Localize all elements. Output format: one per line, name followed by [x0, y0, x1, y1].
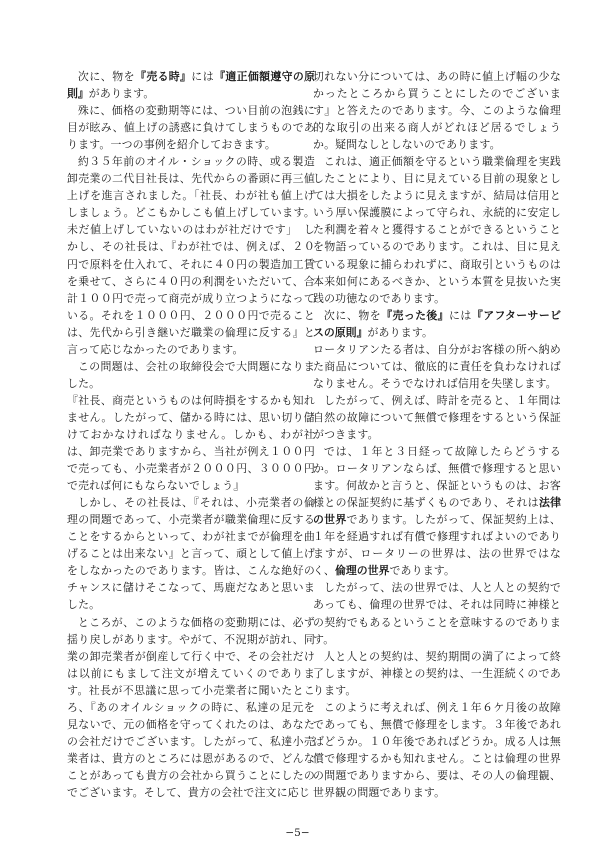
text-run: 次に、物を	[323, 308, 382, 322]
text-run: があります。	[88, 87, 155, 101]
paragraph: ところが、このような価格の変動期には、必ず揺り戻しがあります。やがて、不況期が訪れ、同業の卸売業者が倒産して行く中で、その会社だけは以前にもまして注文が増えていくのであります。社長が不思議に思って小売業者に聞いたところ、『あのオイルショックの時に、私達の足元を見ないで、元の価格を守ってくれたのは、あなたの会社だけでございます。したがって、私達小売業者は、貴方のところには恩があるので、どんなことがあっても貴方の会社から買うことにしたのでございます。そして、貴方の会社で注文に応じ	[67, 615, 315, 799]
quote-paragraph: 『社長、商売というものは何時損をするかも知れません。したがって、儲かる時には、思い切り儲けておかなければなりません。しかも、わが社は、卸売業でありますから、当社が例え１００円で売っても、小売業者が２０００円、３０００円で売れば何にもならないでしょう』	[67, 393, 315, 493]
bold-term: 法律の世界	[313, 496, 561, 527]
bold-term: 『適正価額遵守の原則』	[67, 70, 315, 101]
paragraph: 切れない分については、あの時に値上げ幅の少なかったところから買うことにしたのでございます』と答えたのであります。今、このような倫理的な取引の出来る商人がどれほど居るでしょうか。疑問なしとしないのであります。	[313, 70, 561, 152]
text-run: があります。	[367, 325, 434, 339]
paragraph	[313, 443, 561, 579]
paragraph: ロータリアンたる者は、自分がお客様の所へ納めた商品については、徹底的に責任を負わなければなりません。そうでなければ信用を失墜します。	[313, 342, 561, 390]
text-run: では、１年と３日経って故障したらどうするか。ロータリアンならば、無償で修理すると思います。何故かと言うと、保証というものは、お客様との保証契約に基ずくものであり、それは	[313, 445, 561, 510]
paragraph	[67, 68, 315, 102]
text-run: には	[191, 70, 215, 83]
paragraph: 殊に、価格の変動期等には、つい目前の泡銭に目が眩み、値上げの誘惑に負けてしまうものであります。一つの事例を紹介しておきます。	[67, 104, 315, 152]
paragraph: しかし、その社長は、『それは、小売業者の倫理の問題であって、小売業者が職業倫理に反することをするからといって、わが社までが倫理を曲げることは出来ない』と言って、頑として値上げをしなかったのであります。皆は、こんな絶好のチャンスに儲けそこなって、馬鹿だなあと思いました。	[67, 496, 315, 612]
right-text-column	[313, 68, 561, 801]
bold-term: 『アフターサービスの原則』	[313, 308, 561, 339]
paragraph: したがって、法の世界では、人と人との契約であっても、倫理の世界では、それは同時に神様との契約でもあるということを意味するのであります。	[313, 581, 561, 646]
paragraph: 約３５年前のオイル・ショックの時、或る製造卸売業の二代目社長は、先代からの番頭に再三値上げを進言されました。「社長、わが社も値上げしましょう。どこもかしこも値上げしています。未だ値上げしていないのはわが社だけです」 しかし、その社長は、『わが社では、例えば、２０円で原料を仕入れて、それに４０円の製造加工賃を乗せて、さらに４０円の利潤をいただいて、合計１００円で売って商売が成り立つようになっている。それを１０００円、２０００円で売ることは、先代から引き継いだ職業の倫理に反する』と言って応じなかったのであります。	[67, 155, 315, 356]
page-number: −5−	[285, 827, 310, 839]
text-run: 次に、物を	[77, 70, 136, 83]
paragraph: 人と人との契約は、契約期間の満了によって終了しますが、神様との契約は、一生涯続くのであります。	[313, 649, 561, 697]
bold-term: 倫理の世界	[334, 564, 390, 578]
left-text-column	[67, 68, 315, 801]
text-run: であります。したがって、保証契約上は、１年を経過すれば有償で修理すればよいのでありますが、ロータリーの世界は、法の世界ではなく、	[313, 513, 561, 578]
text-run: であります。	[389, 564, 456, 578]
paragraph: このように考えれば、例え１年６ケ月後の故障であっても、無償で修理をします。３年後であればどうか。１０年後であればどうか。成る人は無償で修理するかも知れません。ことは倫理の世界の問題でありますから、要は、その人の倫理観、世界観の問題であります。	[313, 700, 561, 799]
text-run: には	[448, 308, 472, 322]
paragraph	[313, 307, 561, 341]
paragraph: これは、適正価額を守るという職業倫理を実践したことにより、目に見えている目前の現象としては大損をしたように見えますが、結局は信用という厚い保護膜によって守られ、永続的に安定した利潤を着々と獲得することができるということを物語っているのであります。これは、目に見えている現象に捕らわれずに、商取引というものは本来如何にあるべきか、という本質を見抜いた実践の功徳なのであります。	[313, 155, 561, 305]
bold-term: 『売る時』	[135, 70, 192, 83]
paragraph: この問題は、会社の取締役会で大問題になりました。	[67, 359, 315, 390]
bold-term: 『売った後』	[381, 308, 449, 322]
paragraph: したがって、例えば、時計を売ると、１年間は自然の故障について無償で修理をするという保証がつきます。	[313, 393, 561, 441]
